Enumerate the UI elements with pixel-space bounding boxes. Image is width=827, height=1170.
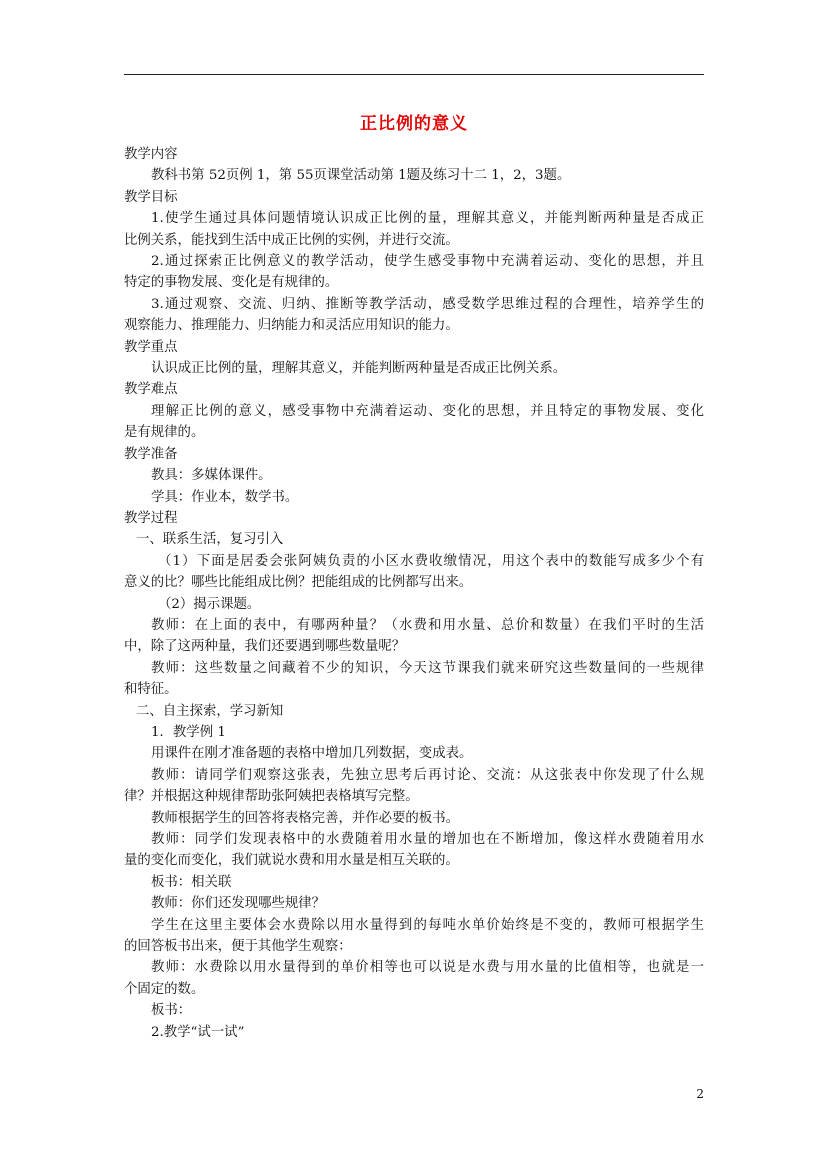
body-line: 教科书第 52页例 1，第 55页课堂活动第 1题及练习十二 1，2，3题。 xyxy=(151,168,571,184)
body-line: （2）揭示课题。 xyxy=(158,596,261,612)
body-line: 和特征。 xyxy=(124,682,178,698)
body-line: 教师根据学生的回答将表格完善，并作必要的板书。 xyxy=(151,810,459,826)
body-line: 教师：同学们发现表格中的水费随着用水量的增加也在不断增加，像这样水费随着用水 xyxy=(151,832,704,847)
document-title: 正比例的意义 xyxy=(360,114,468,134)
body-line: 1.使学生通过具体问题情境认识成正比例的量，理解其意义，并能判断两种量是否成正 xyxy=(151,211,704,227)
heading-preparation: 教学准备 xyxy=(124,446,178,462)
body-line: （1）下面是居委会张阿姨负责的小区水费收缴情况，用这个表中的数能写成多少个有 xyxy=(158,553,704,569)
body-line: 的回答板书出来，便于其他学生观察： xyxy=(124,939,352,955)
body-line: 观察能力、推理能力、归纳能力和灵活应用知识的能力。 xyxy=(124,318,459,334)
body-line: 比例关系，能找到生活中成正比例的实例，并进行交流。 xyxy=(124,232,459,248)
body-line: 个固定的数。 xyxy=(124,981,205,997)
body-line: 板书： xyxy=(151,1003,192,1019)
body-line: 教师：这些数量之间藏着不少的知识，今天这节课我们就来研究这些数量间的一些规律 xyxy=(151,660,704,676)
body-line: 认识成正比例的量，理解其意义，并能判断两种量是否成正比例关系。 xyxy=(151,361,567,377)
body-line: 量的变化而变化，我们就说水费和用水量是相互关联的。 xyxy=(124,853,459,869)
body-line: 教具：多媒体课件。 xyxy=(151,468,272,484)
body-line: 教师：在上面的表中，有哪两种量？（水费和用水量、总价和数量）在我们平时的生活 xyxy=(151,617,704,633)
body-line: 特定的事物发展、变化是有规律的。 xyxy=(124,275,339,291)
body-line: 理解正比例的意义，感受事物中充满着运动、变化的思想，并且特定的事物发展、变化 xyxy=(151,403,704,419)
body-line: 学生在这里主要体会水费除以用水量得到的每吨水单价始终是不变的，教师可根据学生 xyxy=(151,917,704,933)
body-line: 意义的比？哪些比能组成比例？把能组成的比例都写出来。 xyxy=(124,575,473,591)
document-body xyxy=(124,144,704,1043)
heading-difficulties: 教学难点 xyxy=(124,382,178,398)
body-line: 律？并根据这种规律帮助张阿姨把表格填写完整。 xyxy=(124,789,419,805)
body-line: 1．教学例 1 xyxy=(151,724,226,740)
heading-teaching-content: 教学内容 xyxy=(124,147,178,162)
body-line: 2.教学“试一试” xyxy=(151,1024,245,1040)
header-rule xyxy=(124,74,704,75)
section-heading: 一、联系生活，复习引入 xyxy=(136,532,284,548)
body-line: 3.通过观察、交流、归纳、推断等教学活动，感受数学思维过程的合理性，培养学生的 xyxy=(151,296,704,312)
body-line: 是有规律的。 xyxy=(124,425,205,441)
body-line: 教师：请同学们观察这张表，先独立思考后再讨论、交流：从这张表中你发现了什么规 xyxy=(151,767,704,783)
body-line: 用课件在刚才准备题的表格中增加几列数据，变成表。 xyxy=(151,746,473,762)
heading-teaching-process: 教学过程 xyxy=(124,510,178,526)
body-line: 2.通过探索正比例意义的教学活动，使学生感受事物中充满着运动、变化的思想，并且 xyxy=(151,254,704,270)
heading-key-points: 教学重点 xyxy=(124,339,178,355)
body-line: 中，除了这两种量，我们还要遇到哪些数量呢？ xyxy=(124,639,406,655)
page-number: 2 xyxy=(696,1087,704,1101)
body-line: 板书：相关联 xyxy=(151,874,232,890)
heading-teaching-goals: 教学目标 xyxy=(124,189,178,205)
body-line: 教师：你们还发现哪些规律？ xyxy=(151,896,326,912)
body-line: 教师：水费除以用水量得到的单价相等也可以说是水费与用水量的比值相等，也就是一 xyxy=(151,960,704,976)
section-heading: 二、自主探索，学习新知 xyxy=(136,703,284,719)
body-line: 学具：作业本，数学书。 xyxy=(151,489,299,505)
